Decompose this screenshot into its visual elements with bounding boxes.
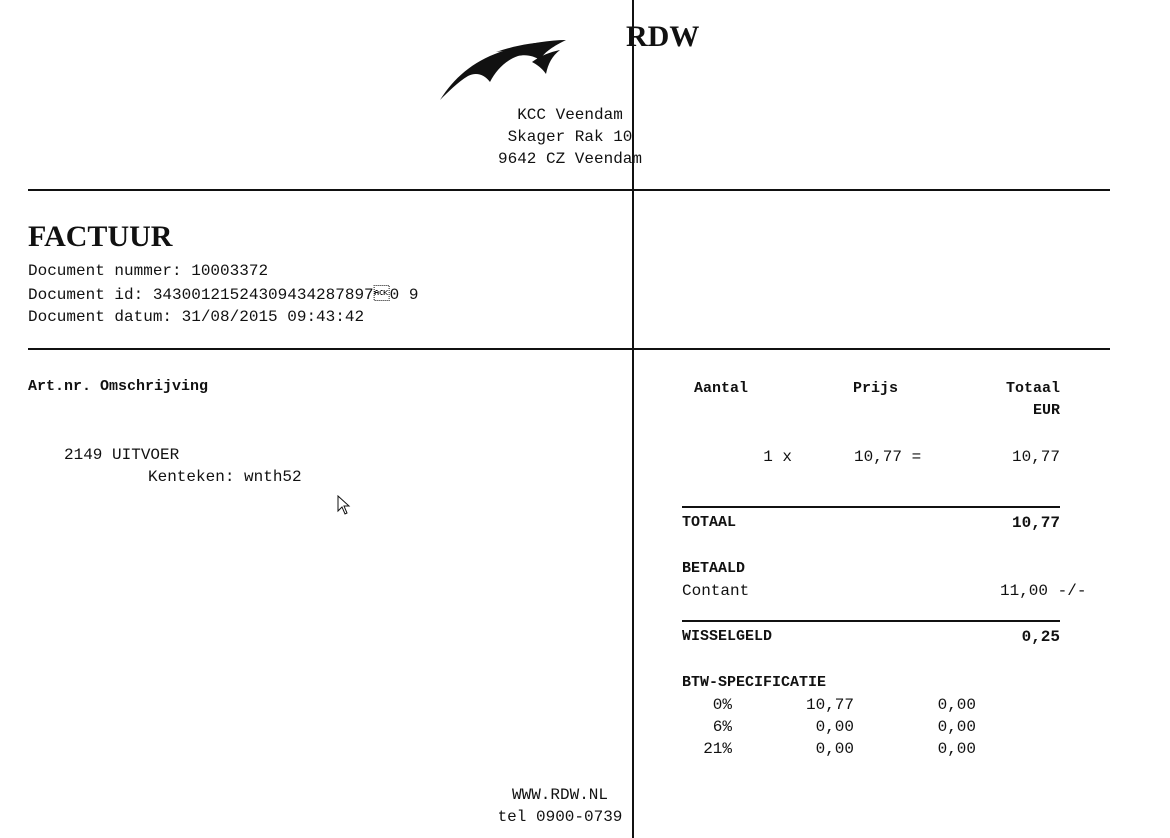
vat-rate: 6%: [712, 718, 732, 736]
item-detail: Kenteken: wnth52: [148, 468, 302, 486]
document-date: Document datum: 31/08/2015 09:43:42: [28, 308, 365, 326]
column-header-total: Totaal: [1005, 380, 1060, 397]
address-line: KCC Veendam: [517, 106, 623, 124]
column-header-currency: EUR: [1032, 402, 1060, 419]
footer-website: WWW.RDW.NL: [511, 786, 608, 804]
paid-label: BETAALD: [682, 560, 746, 577]
cash-value: 11,00 -/-: [1000, 582, 1087, 600]
cash-label: Contant: [682, 582, 750, 600]
vat-base: 0,00: [815, 718, 854, 736]
item-price: 10,77 =: [854, 448, 922, 466]
document-title: FACTUUR: [28, 220, 173, 253]
item-qty: 1 x: [763, 448, 792, 466]
address-line: 9642 CZ Veendam: [497, 150, 643, 168]
cursor-icon: [337, 495, 351, 515]
item-amount: 10,77: [1011, 448, 1060, 466]
vat-base: 10,77: [805, 696, 854, 714]
divider: [28, 348, 1110, 350]
address-line: Skager Rak 10: [507, 128, 633, 146]
footer-phone: tel 0900-0739: [497, 808, 623, 826]
vat-base: 0,00: [815, 740, 854, 758]
change-value: 0,25: [1021, 628, 1060, 646]
rdw-logo: [436, 34, 568, 102]
change-label: WISSELGELD: [682, 628, 773, 645]
column-header-qty: Aantal: [694, 380, 749, 397]
column-header-item: Art.nr. Omschrijving: [28, 378, 209, 395]
vat-rate: 21%: [703, 740, 732, 758]
vat-amount: 0,00: [937, 740, 976, 758]
brand-name: RDW: [626, 20, 700, 53]
document-id: Document id: 343001215243094342878970 9: [28, 286, 419, 304]
total-value: 10,77: [1011, 514, 1060, 532]
item-line: 2149 UITVOER: [64, 446, 180, 464]
vat-amount: 0,00: [937, 718, 976, 736]
fold-line: [632, 0, 634, 838]
divider: [682, 620, 1060, 622]
vat-rate: 0%: [712, 696, 732, 714]
vat-label: BTW-SPECIFICATIE: [682, 674, 827, 691]
column-header-price: Prijs: [853, 380, 899, 397]
vat-amount: 0,00: [937, 696, 976, 714]
total-label: TOTAAL: [682, 514, 737, 531]
divider: [682, 506, 1060, 508]
document-number: Document nummer: 10003372: [28, 262, 269, 280]
divider: [28, 189, 1110, 191]
